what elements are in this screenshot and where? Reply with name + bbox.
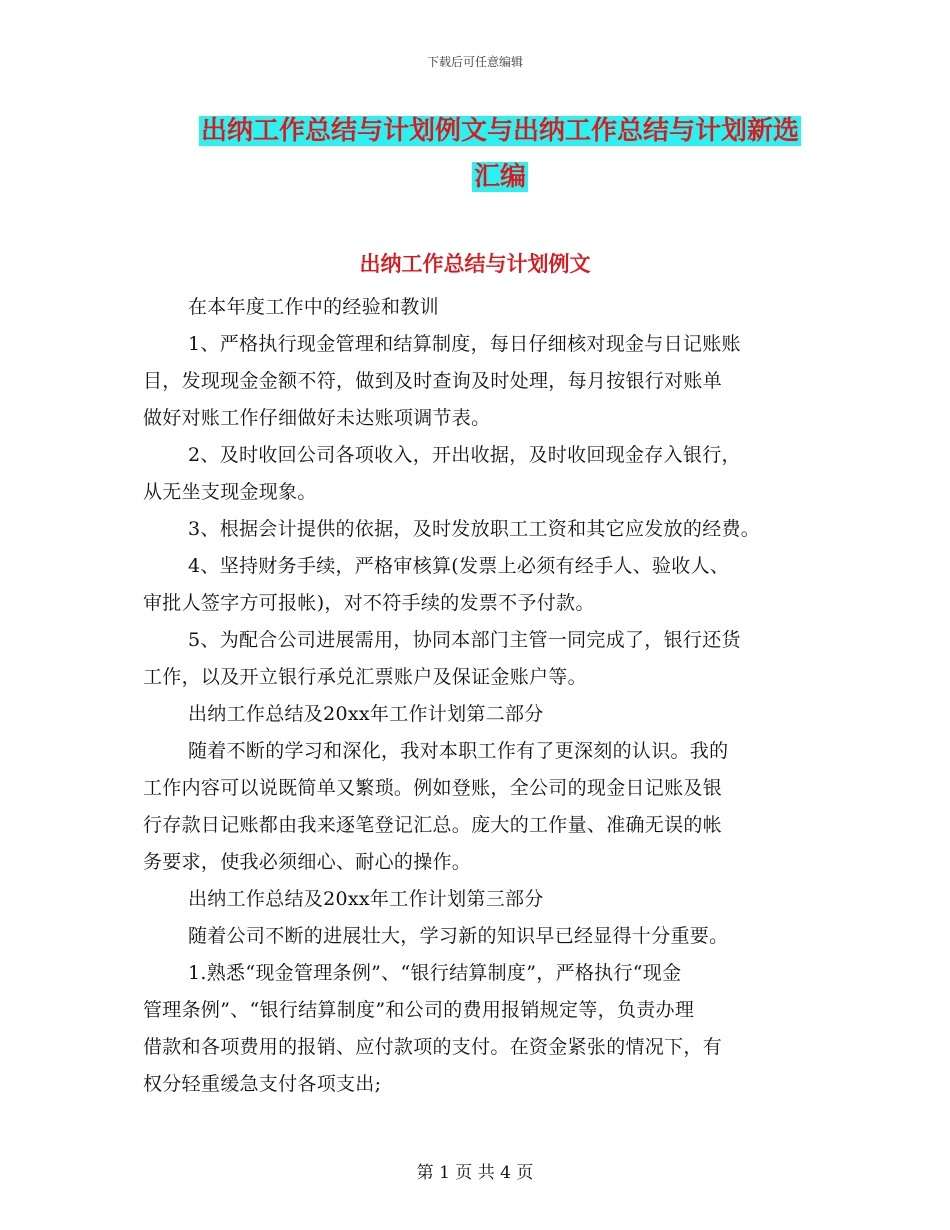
- document-body: [143, 289, 833, 1103]
- paragraph: [143, 918, 833, 955]
- paragraph: [143, 511, 833, 548]
- page-footer: 第 1 页 共 4 页: [416, 1163, 534, 1183]
- text-line: 出纳工作总结及20xx年工作计划第二部分: [188, 703, 544, 725]
- paragraph: [143, 733, 833, 881]
- text-line: 随着公司不断的进展壮大，学习新的知识早已经显得十分重要。: [188, 925, 729, 947]
- title-line-2: 汇编: [473, 162, 526, 192]
- text-line: 权分轻重缓急支付各项支出;: [143, 1073, 382, 1095]
- text-line: 目，发现现金金额不符，做到及时查询及时处理，每月按银行对账单: [143, 370, 723, 392]
- text-line: 管理条例”、“银行结算制度”和公司的费用报销规定等，负责办理: [143, 999, 695, 1021]
- paragraph: [143, 955, 833, 1103]
- text-line: 3、根据会计提供的依据，及时发放职工工资和其它应发放的经费。: [188, 518, 761, 540]
- text-line: 工作内容可以说既简单又繁琐。例如登账，全公司的现金日记账及银: [143, 777, 723, 799]
- text-line: 行存款日记账都由我来逐笔登记汇总。庞大的工作量、准确无误的帐: [143, 814, 723, 836]
- text-line: 5、为配合公司进展需用，协同本部门主管一同完成了，银行还货: [188, 629, 741, 651]
- text-line: 出纳工作总结及20xx年工作计划第三部分: [188, 888, 544, 910]
- document-title: [150, 108, 850, 200]
- paragraph: [143, 622, 833, 696]
- text-line: 2、及时收回公司各项收入，开出收据，及时收回现金存入银行，: [188, 444, 741, 466]
- paragraph: [143, 326, 833, 437]
- text-line: 审批人签字方可报帐)，对不符手续的发票不予付款。: [143, 592, 595, 614]
- header-note: 下载后可任意编辑: [426, 55, 523, 69]
- text-line: 4、坚持财务手续，严格审核算(发票上必须有经手人、验收人、: [188, 555, 730, 577]
- text-line: 随着不断的学习和深化，我对本职工作有了更深刻的认识。我的: [188, 740, 729, 762]
- text-line: 从无坐支现金现象。: [143, 481, 317, 503]
- text-line: 借款和各项费用的报销、应付款项的支付。在资金紧张的情况下，有: [143, 1036, 723, 1058]
- text-line: 1、严格执行现金管理和结算制度，每日仔细核对现金与日记账账: [188, 333, 741, 355]
- text-line: 工作，以及开立银行承兑汇票账户及保证金账户等。: [143, 666, 587, 688]
- paragraph: [143, 289, 833, 326]
- paragraph: [143, 881, 833, 918]
- text-line: 务要求，使我必须细心、耐心的操作。: [143, 851, 472, 873]
- text-line: 1.熟悉“现金管理条例”、“银行结算制度”，严格执行“现金: [188, 962, 682, 984]
- text-line: 做好对账工作仔细做好未达账项调节表。: [143, 407, 491, 429]
- paragraph: [143, 548, 833, 622]
- title-line-1: 出纳工作总结与计划例文与出纳工作总结与计划新选: [200, 116, 799, 146]
- text-line: 在本年度工作中的经验和教训: [188, 296, 439, 318]
- paragraph: [143, 437, 833, 511]
- paragraph: [143, 696, 833, 733]
- section-title: 出纳工作总结与计划例文: [359, 252, 591, 276]
